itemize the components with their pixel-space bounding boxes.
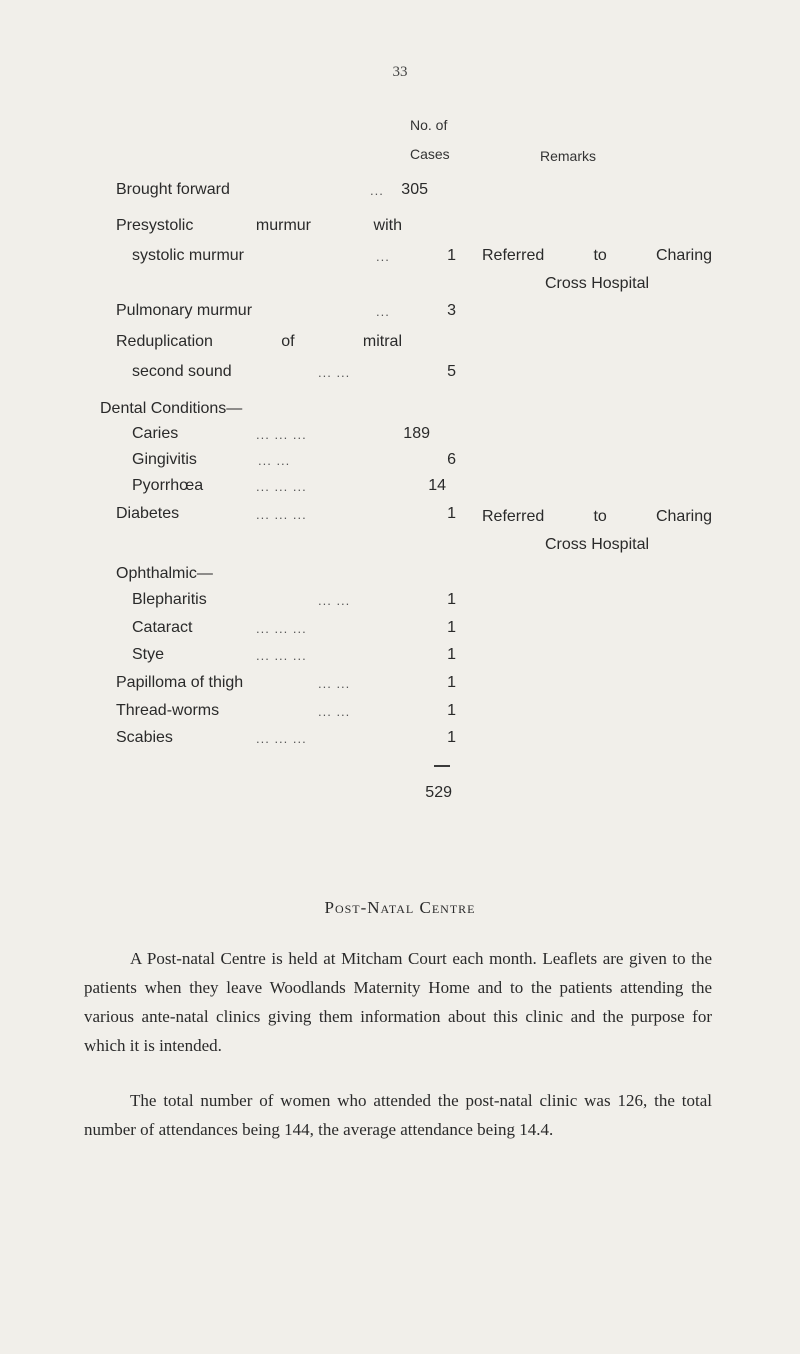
row-dots: ... ... ... (256, 731, 307, 746)
row-label-line2: systolic murmur (132, 247, 245, 264)
row-value: 1 (447, 591, 456, 608)
row-label: Papilloma of thigh (116, 674, 244, 691)
page-number: 33 (392, 64, 408, 80)
row-value: 3 (447, 302, 456, 319)
row-label-word: mitral (362, 333, 402, 350)
group-heading-ophthalmic: Ophthalmic— (116, 565, 213, 582)
row-label: Scabies (116, 729, 173, 746)
row-value: 6 (447, 451, 456, 468)
row-label-line2: second sound (132, 363, 232, 380)
row-label-word: murmur (255, 217, 311, 234)
row-label: Gingivitis (132, 451, 197, 468)
remark-word: to (593, 508, 607, 525)
row-value: 5 (447, 363, 456, 380)
row-value: 1 (447, 619, 456, 636)
remark-word: Referred (482, 247, 545, 264)
group-heading-dental: Dental Conditions— (100, 400, 243, 417)
row-value: 189 (403, 425, 430, 442)
row-dots: ... ... ... (256, 507, 307, 522)
row-dots: ... ... (318, 676, 351, 691)
row-value: 14 (428, 477, 446, 494)
row-label-word: of (281, 333, 295, 350)
row-label-line1 (116, 217, 402, 235)
row-dots: ... ... ... (256, 427, 307, 442)
row-label: Cataract (132, 619, 193, 636)
row-dots: ... ... (318, 365, 351, 380)
row-label: Pulmonary murmur (116, 302, 253, 319)
row-label: Diabetes (116, 505, 180, 522)
header-cases-line2: Cases (410, 146, 450, 162)
row-dots: ... ... (258, 453, 291, 468)
row-value: 1 (447, 646, 456, 663)
row-dots: ... ... (318, 704, 351, 719)
section-title: Post-Natal Centre (324, 898, 476, 917)
row-label: Stye (132, 646, 165, 663)
row-dots: ... ... ... (256, 479, 307, 494)
row-value: 1 (447, 702, 456, 719)
paragraph: A Post-natal Centre is held at Mitcham Court each month. Leaflets are given to the patients when they leave Woodlands Maternity Home and to the patients attending the various ante-natal clinics giving them information about this clinic and the purpose for which it is intended. (84, 949, 712, 1055)
total-rule (434, 765, 450, 767)
row-label: Caries (132, 425, 179, 442)
remark-word: to (593, 247, 607, 264)
row-dots: ... ... ... (256, 621, 307, 636)
paragraph: The total number of women who attended the post-natal clinic was 126, the total number of attendances being 144, the average attendance being 14.4. (84, 1091, 712, 1139)
row-label-word: with (373, 217, 402, 234)
row-remark (482, 247, 712, 293)
row-label: Brought forward (116, 181, 230, 198)
row-dots: ... (376, 249, 390, 264)
row-value: 1 (447, 729, 456, 746)
row-label: Blepharitis (132, 591, 207, 608)
row-value: 1 (447, 674, 456, 691)
row-label: Pyorrhœa (132, 477, 204, 494)
remark-word: Charing (655, 247, 712, 264)
remark-word: Referred (482, 508, 545, 525)
remark-word: Charing (655, 508, 712, 525)
row-label: Thread-worms (116, 702, 220, 719)
header-cases-line1: No. of (410, 117, 448, 133)
row-label-line1 (116, 333, 402, 351)
row-value: 1 (447, 247, 456, 264)
row-label-word: Reduplication (116, 333, 213, 350)
row-value: 1 (447, 505, 456, 522)
header-remarks: Remarks (540, 148, 597, 164)
row-dots: ... (370, 183, 384, 198)
row-dots: ... (376, 304, 390, 319)
remark-line2: Cross Hospital (544, 275, 650, 292)
total-value: 529 (425, 784, 452, 801)
row-remark (482, 508, 712, 554)
remark-line2: Cross Hospital (544, 536, 650, 553)
row-dots: ... ... ... (256, 648, 307, 663)
row-label-word: Presystolic (116, 217, 194, 234)
row-dots: ... ... (318, 593, 351, 608)
row-value: 305 (401, 181, 428, 198)
